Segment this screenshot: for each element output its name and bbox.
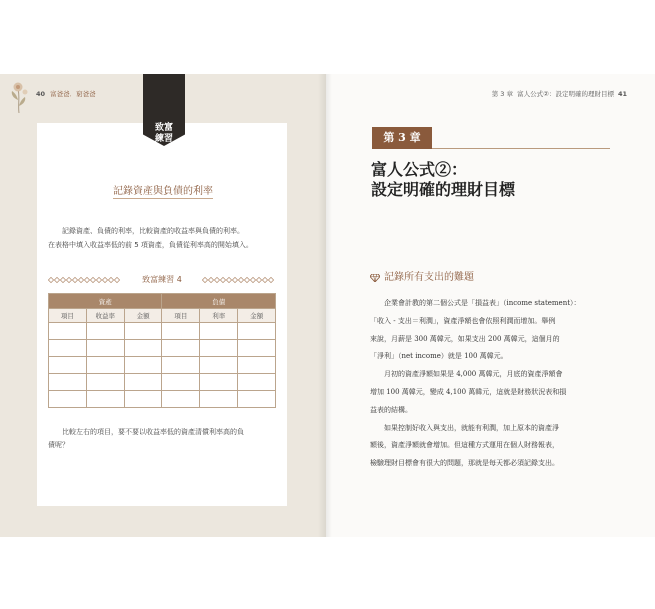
body-line: 額後，資產淨額就會增加。但這種方式運用在個人財務報表，: [370, 441, 559, 450]
table-row: [49, 391, 276, 408]
table-cell: [200, 357, 238, 374]
flower-illustration-icon: [6, 80, 32, 114]
diamond-icon: [370, 274, 380, 282]
body-line: 如果控制好收入與支出，就能有利潤，加上原本的資產淨: [384, 423, 559, 432]
right-running-head: [492, 89, 627, 98]
table-group-assets: 資產: [49, 294, 162, 309]
body-line: 來說，月薪是 300 萬韓元，如果支出 200 萬韓元，這個月的: [370, 334, 560, 343]
chapter-title: [371, 160, 515, 200]
column-header: 項目: [162, 309, 200, 323]
body-line: 益表的結構。: [370, 405, 412, 414]
table-cell: [162, 391, 200, 408]
exercise-description-line-1: 記錄資產、負債的利率，比較資產的收益率與負債的利率。: [62, 227, 244, 235]
table-cell: [238, 391, 276, 408]
body-text: [370, 295, 616, 473]
right-running-chapter: 第 3 章: [491, 90, 513, 98]
table-cell: [124, 391, 162, 408]
diamond-chain-right-icon: [202, 276, 276, 284]
exercise-title: 記錄資產與負債的利率: [113, 186, 213, 197]
body-line: 「收入 - 支出＝利潤」，資產淨額也會依照利潤而增加。舉例: [370, 316, 556, 325]
chapter-badge: 第 3 章: [372, 127, 432, 149]
exercise-question-line-1: 比較左右的項目，要不要以收益率低的資產清償利率高的負: [62, 428, 244, 436]
chapter-title-line-2: 設定明確的理財目標: [371, 180, 516, 199]
table-cell: [124, 340, 162, 357]
diamond-chain-left-icon: [48, 276, 122, 284]
table-cell: [49, 374, 87, 391]
exercise-question-line-2: 債呢？: [48, 441, 69, 449]
left-book-title: 富爸爸．窮爸爸: [50, 90, 96, 98]
chapter-rule: [432, 148, 610, 149]
table-row: [49, 357, 276, 374]
exercise-question: [48, 426, 280, 452]
table-cell: [238, 323, 276, 340]
practice-heading-text: 致富練習 4: [142, 275, 182, 284]
practice-heading: [48, 274, 276, 286]
chapter-title-line-1: 富人公式②：: [371, 160, 468, 179]
book-spine-shadow: [318, 74, 332, 537]
table-cell: [86, 374, 124, 391]
exercise-description-line-2: 在表格中填入收益率低的前 5 項資產，負債從利率高的開始填入。: [48, 241, 253, 249]
left-page-number: 40: [36, 90, 46, 98]
table-cell: [49, 357, 87, 374]
table-cell: [49, 340, 87, 357]
table-group-liabilities: 負債: [162, 294, 276, 309]
table-cell: [162, 374, 200, 391]
asset-liability-table: [48, 293, 276, 408]
section-heading-text: 記錄所有支出的難題: [384, 272, 474, 283]
table-cell: [124, 374, 162, 391]
table-row: [49, 340, 276, 357]
body-line: 檢驗理財目標會有很大的問題，那就是每天都必須記錄支出。: [370, 459, 559, 468]
table-cell: [86, 323, 124, 340]
section-heading: [370, 268, 474, 283]
body-line: 「淨利」（net income）就是 100 萬韓元。: [370, 352, 508, 361]
table-cell: [238, 357, 276, 374]
right-page-number: 41: [617, 90, 627, 98]
table-body: [49, 323, 276, 408]
left-running-head: [36, 89, 96, 98]
ribbon-line-1: 致富: [154, 123, 173, 133]
table-cell: [124, 323, 162, 340]
table-row: [49, 323, 276, 340]
table-cell: [86, 357, 124, 374]
exercise-ribbon-label: [143, 123, 185, 145]
table-cell: [200, 374, 238, 391]
right-running-title: 富人公式②：設定明確的理財目標: [517, 90, 614, 98]
table-cell: [238, 340, 276, 357]
body-line: 增加 100 萬韓元，變成 4,100 萬韓元，這就是財務狀況表和損: [370, 387, 567, 396]
ribbon-line-2: 練習: [154, 134, 173, 144]
column-header: 項目: [49, 309, 87, 323]
column-header: 收益率: [86, 309, 124, 323]
table-cell: [162, 340, 200, 357]
table-cell: [162, 357, 200, 374]
column-header: 金額: [124, 309, 162, 323]
table-cell: [49, 391, 87, 408]
table-cell: [124, 357, 162, 374]
table-cell: [200, 323, 238, 340]
table-cell: [238, 374, 276, 391]
body-line: 企業會計教的第二個公式是「損益表」（income statement）：: [384, 299, 581, 307]
column-header: 金額: [238, 309, 276, 323]
table-cell: [162, 323, 200, 340]
table-row: [49, 374, 276, 391]
table-cell: [200, 340, 238, 357]
exercise-description: [48, 224, 280, 252]
body-line: 月初的資產淨額如果是 4,000 萬韓元，月底的資產淨額會: [384, 370, 563, 379]
table-cell: [200, 391, 238, 408]
table-cell: [86, 391, 124, 408]
table-cell: [86, 340, 124, 357]
column-header: 利率: [200, 309, 238, 323]
table-cell: [49, 323, 87, 340]
